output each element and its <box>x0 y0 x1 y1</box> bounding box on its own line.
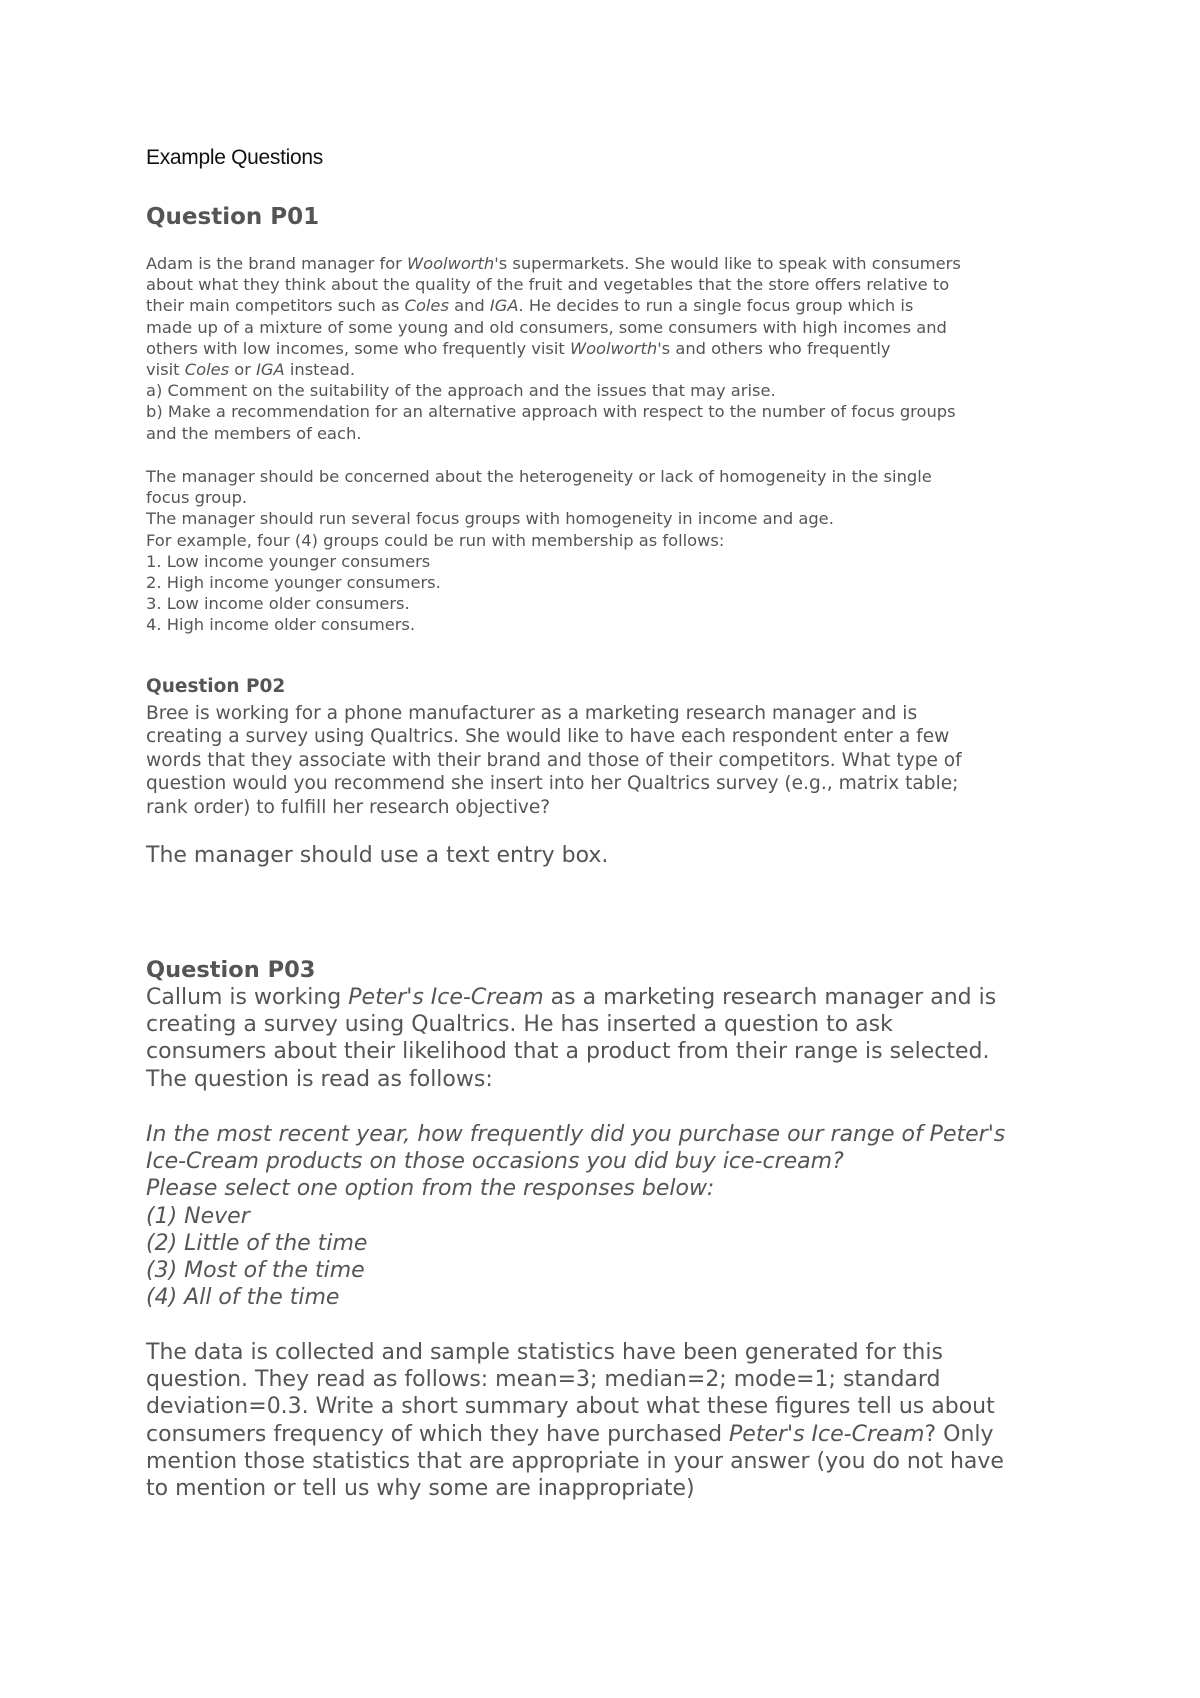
text-segment: mention those statistics that are appropriate in your answer (you do not have <box>146 1448 1004 1474</box>
text-line: (3) Most of the time <box>146 1258 365 1284</box>
text-line <box>146 359 1076 380</box>
text-segment: . He decides to run a single focus group which is <box>518 296 914 316</box>
text-line: Ice-Cream products on those occasions you did buy ice-cream? <box>146 1149 844 1175</box>
text-segment: question. They read as follows: mean=3; median=2; mode=1; standard <box>146 1367 941 1393</box>
text-segment: consumers about their likelihood that a product from their range is selected. <box>146 1039 990 1065</box>
text-segment: consumers frequency of which they have purchased <box>146 1421 730 1447</box>
question-p03-body <box>146 984 1076 1093</box>
text-line: The manager should be concerned about the heterogeneity or lack of homogeneity in the single <box>146 467 932 486</box>
text-line: creating a survey using Qualtrics. She would like to have each respondent enter a few <box>146 726 950 748</box>
italic-name: IGA <box>489 296 519 316</box>
text-line: For example, four (4) groups could be run with membership as follows: <box>146 530 725 550</box>
text-line: words that they associate with their brand and those of their competitors. What type of <box>146 749 962 771</box>
text-segment: and <box>448 296 490 316</box>
italic-name: Peter's Ice-Cream <box>729 1421 925 1447</box>
text-segment: made up of a mixture of some young and old consumers, some consumers with high incomes and <box>146 317 947 337</box>
text-line <box>146 380 1076 401</box>
question-p03-heading: Question P03 <box>146 957 316 983</box>
question-p01-answer <box>146 466 1076 636</box>
italic-name: IGA <box>256 360 285 380</box>
text-line <box>146 317 1076 338</box>
text-segment: Callum is working <box>146 985 349 1010</box>
text-segment: their main competitors such as <box>146 296 405 316</box>
text-line <box>146 1475 1076 1502</box>
italic-name: Coles <box>184 360 230 380</box>
text-line: (1) Never <box>146 1203 250 1229</box>
text-line <box>146 274 1076 295</box>
text-line: 2. High income younger consumers. <box>146 573 441 593</box>
text-segment: as a marketing research manager and is <box>543 985 997 1010</box>
text-segment: b) Make a recommendation for an alternative approach with respect to the number of focus groups <box>146 402 956 422</box>
text-segment: The question is read as follows: <box>146 1066 493 1092</box>
text-segment: or <box>229 360 257 380</box>
text-line <box>146 295 1076 316</box>
text-segment: visit <box>146 360 185 380</box>
text-segment: The data is collected and sample statistics have been generated for this <box>146 1340 943 1365</box>
text-line <box>146 1038 1076 1065</box>
question-p02-answer: The manager should use a text entry box. <box>146 843 609 868</box>
question-p02-heading: Question P02 <box>146 676 286 697</box>
text-segment: others with low incomes, some who frequently visit <box>146 338 570 358</box>
text-line: The manager should run several focus groups with homogeneity in income and age. <box>146 509 834 529</box>
question-p01-body <box>146 253 1076 444</box>
text-segment: deviation=0.3. Write a short summary about what these figures tell us about <box>146 1394 995 1420</box>
text-line: Please select one option from the responses below: <box>146 1176 715 1202</box>
text-line: In the most recent year, how frequently did you purchase our range of Peter's <box>146 1122 1006 1147</box>
text-line <box>146 1066 1076 1093</box>
text-line <box>146 401 1076 422</box>
text-segment: about what they think about the quality of the fruit and vegetables that the store offers relative to <box>146 275 950 295</box>
text-segment: 's supermarkets. She would like to speak with consumers <box>494 254 961 273</box>
italic-name: Woolworth <box>569 338 658 358</box>
text-line <box>146 1011 1076 1038</box>
text-line <box>146 984 1076 1011</box>
text-segment: and the members of each. <box>146 423 362 443</box>
text-line <box>146 1339 1076 1366</box>
text-line <box>146 1448 1076 1475</box>
italic-name: Woolworth <box>407 254 495 273</box>
text-line: question would you recommend she insert into her Qualtrics survey (e.g., matrix table; <box>146 773 959 795</box>
italic-name: Coles <box>404 296 449 316</box>
text-line: 4. High income older consumers. <box>146 615 416 635</box>
text-line: 3. Low income older consumers. <box>146 594 410 614</box>
text-line <box>146 1421 1076 1448</box>
text-line: rank order) to fulfill her research objective? <box>146 796 551 818</box>
text-segment: to mention or tell us why some are inappropriate) <box>146 1476 695 1502</box>
text-line: focus group. <box>146 488 248 508</box>
text-line: (2) Little of the time <box>146 1230 368 1256</box>
text-line <box>146 338 1076 359</box>
text-line <box>146 1393 1076 1420</box>
text-line <box>146 253 1076 274</box>
question-p03-survey-question <box>146 1121 1076 1311</box>
text-line: 1. Low income younger consumers <box>146 551 431 571</box>
text-line: Bree is working for a phone manufacturer as a marketing research manager and is <box>146 703 918 724</box>
text-segment: instead. <box>284 360 356 380</box>
text-line <box>146 1366 1076 1393</box>
text-segment: Adam is the brand manager for <box>146 254 408 273</box>
italic-name: Peter's Ice-Cream <box>348 985 544 1010</box>
text-segment: a) Comment on the suitability of the approach and the issues that may arise. <box>146 381 776 401</box>
text-line: (4) All of the time <box>146 1285 340 1311</box>
document-title: Example Questions <box>146 146 323 169</box>
question-p03-statistics-prompt <box>146 1339 1076 1502</box>
question-p02-body <box>146 702 1076 819</box>
text-line <box>146 423 1076 444</box>
text-segment: ? Only <box>924 1421 994 1447</box>
question-p01-heading: Question P01 <box>146 204 320 230</box>
text-segment: creating a survey using Qualtrics. He has inserted a question to ask <box>146 1012 893 1038</box>
text-segment: 's and others who frequently <box>657 338 891 358</box>
